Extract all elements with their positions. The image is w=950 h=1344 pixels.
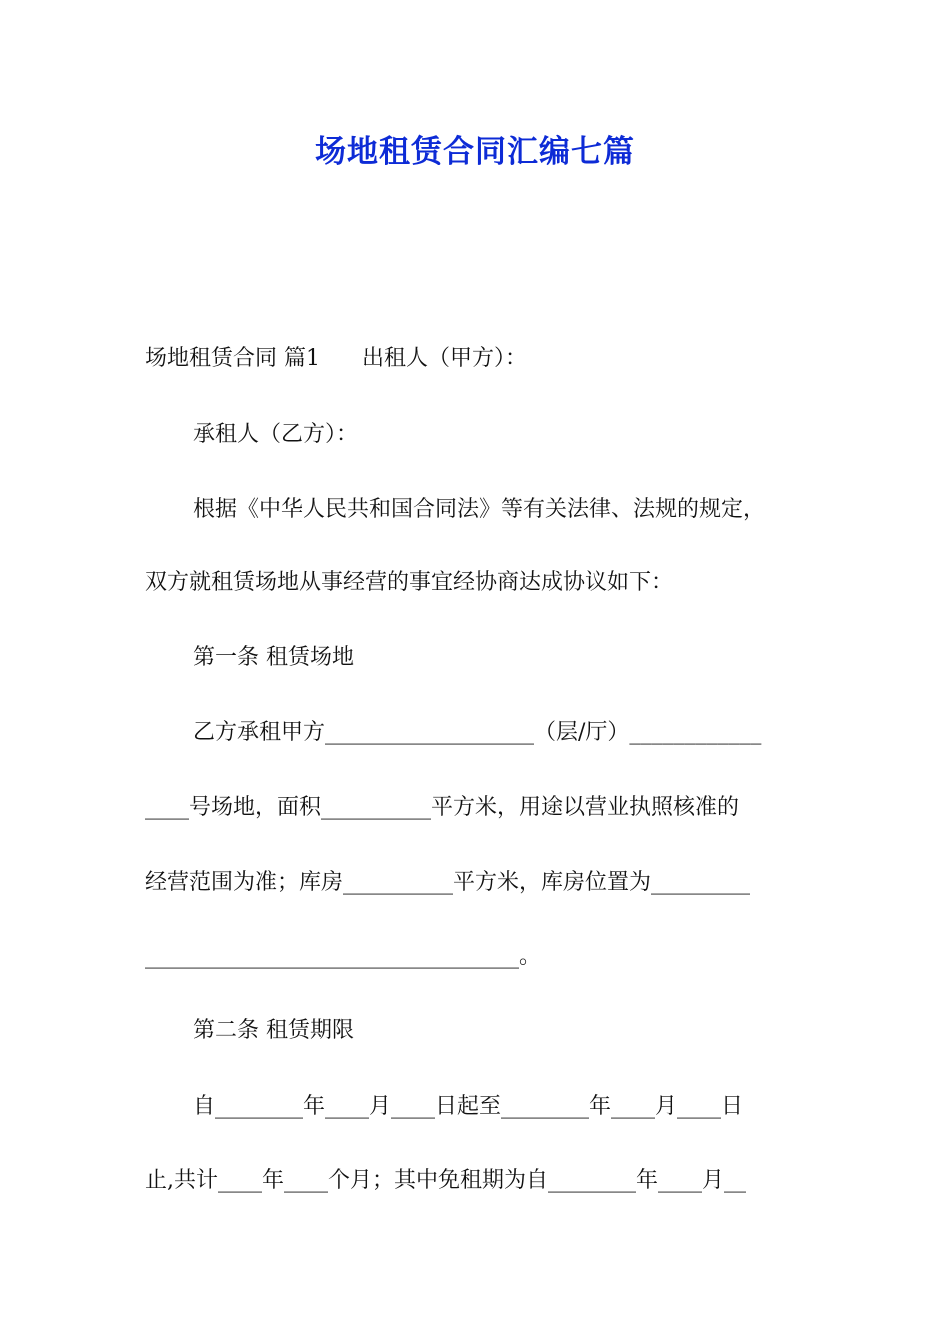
- article-1-heading: 第一条 租赁场地: [193, 645, 354, 670]
- section-heading: 场地租赁合同 篇1: [145, 346, 320, 371]
- paragraph-line-6: 乙方承租甲方___________________（层/厅）____________: [193, 720, 762, 745]
- paragraph-line-8: 经营范围为准；库房__________平方米，库房位置为_________: [145, 870, 751, 895]
- paragraph-line-4: 双方就租赁场地从事经营的事宜经协商达成协议如下：: [145, 570, 674, 595]
- lessee-line: 承租人（乙方）：: [193, 422, 359, 447]
- paragraph-line-1: [145, 344, 815, 374]
- lessor-label: 出租人（甲方）：: [362, 346, 528, 371]
- article-2-heading: 第二条 租赁期限: [193, 1018, 354, 1043]
- document-title: 场地租赁合同汇编七篇: [315, 134, 635, 170]
- paragraph-line-9: __________________________________。: [145, 944, 542, 969]
- paragraph-line-7: ____号场地，面积__________平方米，用途以营业执照核准的: [145, 795, 740, 820]
- paragraph-line-12: 止,共计____年____个月；其中免租期为自________年____月__: [145, 1168, 746, 1193]
- paragraph-line-11: 自________年____月____日起至________年____月____日: [193, 1094, 744, 1119]
- paragraph-line-3: 根据《中华人民共和国合同法》等有关法律、法规的规定，: [193, 497, 766, 522]
